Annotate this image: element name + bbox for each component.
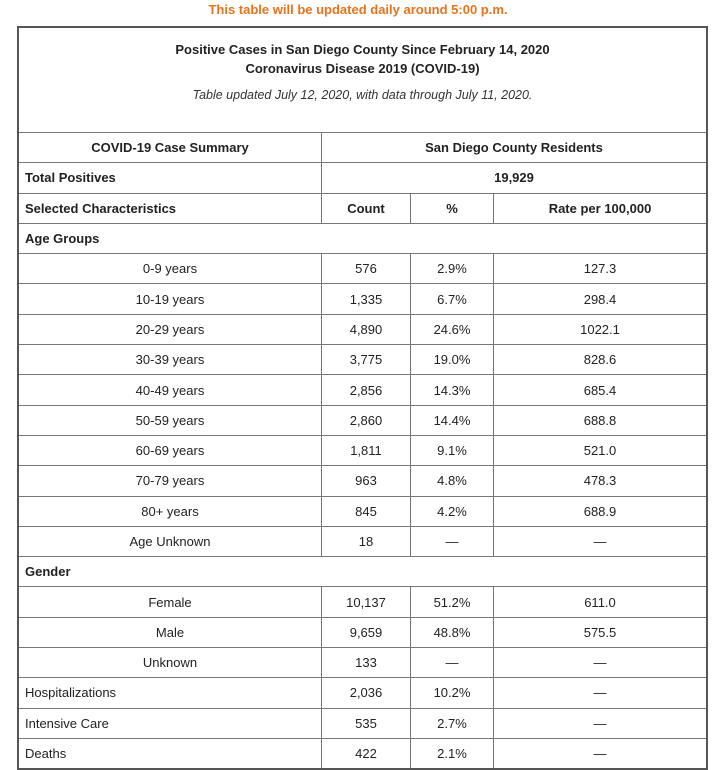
row-pct: — <box>411 526 494 556</box>
row-label: Male <box>18 617 322 647</box>
table-row <box>18 708 707 738</box>
table-subtitle: Table updated July 12, 2020, with data through July 11, 2020. <box>192 88 533 102</box>
age-section-row <box>18 223 707 253</box>
row-label: Age Unknown <box>18 526 322 556</box>
row-rate: 478.3 <box>494 466 708 496</box>
row-count: 18 <box>322 526 411 556</box>
table-title-line2: Coronavirus Disease 2019 (COVID-19) <box>245 61 480 76</box>
row-pct: 24.6% <box>411 314 494 344</box>
summary-header-right: San Diego County Residents <box>322 133 708 163</box>
table-row <box>18 345 707 375</box>
table-row <box>18 617 707 647</box>
row-rate: — <box>494 708 708 738</box>
table-row <box>18 375 707 405</box>
update-notice: This table will be updated daily around 5:00 p.m. <box>208 2 508 17</box>
row-label: 40-49 years <box>18 375 322 405</box>
row-count: 2,856 <box>322 375 411 405</box>
row-label: 60-69 years <box>18 435 322 465</box>
row-pct: 10.2% <box>411 678 494 708</box>
row-count: 2,036 <box>322 678 411 708</box>
summary-header-row <box>18 133 707 163</box>
row-count: 1,811 <box>322 435 411 465</box>
table-row <box>18 738 707 769</box>
row-count: 963 <box>322 466 411 496</box>
row-rate: 1022.1 <box>494 314 708 344</box>
table-row <box>18 405 707 435</box>
row-rate: 685.4 <box>494 375 708 405</box>
row-pct: 14.3% <box>411 375 494 405</box>
row-pct: 48.8% <box>411 617 494 647</box>
row-count: 9,659 <box>322 617 411 647</box>
row-rate: — <box>494 526 708 556</box>
gender-section-label: Gender <box>18 557 707 587</box>
row-count: 422 <box>322 738 411 769</box>
row-pct: 14.4% <box>411 405 494 435</box>
row-count: 10,137 <box>322 587 411 617</box>
row-label: Female <box>18 587 322 617</box>
covid-case-table <box>17 26 708 770</box>
row-rate: — <box>494 648 708 678</box>
row-count: 535 <box>322 708 411 738</box>
row-rate: — <box>494 678 708 708</box>
gender-rows <box>18 587 707 678</box>
row-label: 10-19 years <box>18 284 322 314</box>
column-header-row <box>18 193 707 223</box>
table-row <box>18 678 707 708</box>
table-row <box>18 254 707 284</box>
row-rate: 521.0 <box>494 435 708 465</box>
row-rate: — <box>494 738 708 769</box>
row-label: Unknown <box>18 648 322 678</box>
row-rate: 828.6 <box>494 345 708 375</box>
column-header-count: Count <box>322 193 411 223</box>
total-positives-label: Total Positives <box>18 163 322 193</box>
gender-section-row <box>18 557 707 587</box>
table-row <box>18 466 707 496</box>
row-count: 845 <box>322 496 411 526</box>
row-pct: 19.0% <box>411 345 494 375</box>
row-pct: — <box>411 648 494 678</box>
row-label: 0-9 years <box>18 254 322 284</box>
table-row <box>18 314 707 344</box>
row-rate: 575.5 <box>494 617 708 647</box>
row-count: 2,860 <box>322 405 411 435</box>
row-pct: 2.9% <box>411 254 494 284</box>
summary-header-left: COVID-19 Case Summary <box>18 133 322 163</box>
table-row <box>18 496 707 526</box>
row-pct: 2.7% <box>411 708 494 738</box>
row-label: 20-29 years <box>18 314 322 344</box>
row-rate: 127.3 <box>494 254 708 284</box>
row-rate: 688.9 <box>494 496 708 526</box>
row-pct: 51.2% <box>411 587 494 617</box>
table-row <box>18 587 707 617</box>
row-rate: 688.8 <box>494 405 708 435</box>
row-pct: 2.1% <box>411 738 494 769</box>
row-count: 3,775 <box>322 345 411 375</box>
row-label: 70-79 years <box>18 466 322 496</box>
row-label: Intensive Care <box>18 708 322 738</box>
row-count: 133 <box>322 648 411 678</box>
total-positives-row <box>18 163 707 193</box>
row-rate: 298.4 <box>494 284 708 314</box>
table-title-row <box>18 27 707 133</box>
other-rows <box>18 678 707 769</box>
table-row <box>18 526 707 556</box>
row-pct: 6.7% <box>411 284 494 314</box>
row-pct: 4.8% <box>411 466 494 496</box>
table-title-line1: Positive Cases in San Diego County Since February 14, 2020 <box>175 42 550 57</box>
row-rate: 611.0 <box>494 587 708 617</box>
row-label: Hospitalizations <box>18 678 322 708</box>
table-row <box>18 284 707 314</box>
table-title-cell <box>18 27 707 133</box>
table-row <box>18 648 707 678</box>
age-rows <box>18 254 707 557</box>
row-count: 576 <box>322 254 411 284</box>
row-label: 80+ years <box>18 496 322 526</box>
table-row <box>18 435 707 465</box>
row-count: 1,335 <box>322 284 411 314</box>
row-count: 4,890 <box>322 314 411 344</box>
column-header-rate: Rate per 100,000 <box>494 193 708 223</box>
column-header-label: Selected Characteristics <box>18 193 322 223</box>
column-header-pct: % <box>411 193 494 223</box>
row-label: 30-39 years <box>18 345 322 375</box>
row-label: Deaths <box>18 738 322 769</box>
age-section-label: Age Groups <box>18 223 707 253</box>
total-positives-value: 19,929 <box>322 163 708 193</box>
row-label: 50-59 years <box>18 405 322 435</box>
row-pct: 9.1% <box>411 435 494 465</box>
row-pct: 4.2% <box>411 496 494 526</box>
